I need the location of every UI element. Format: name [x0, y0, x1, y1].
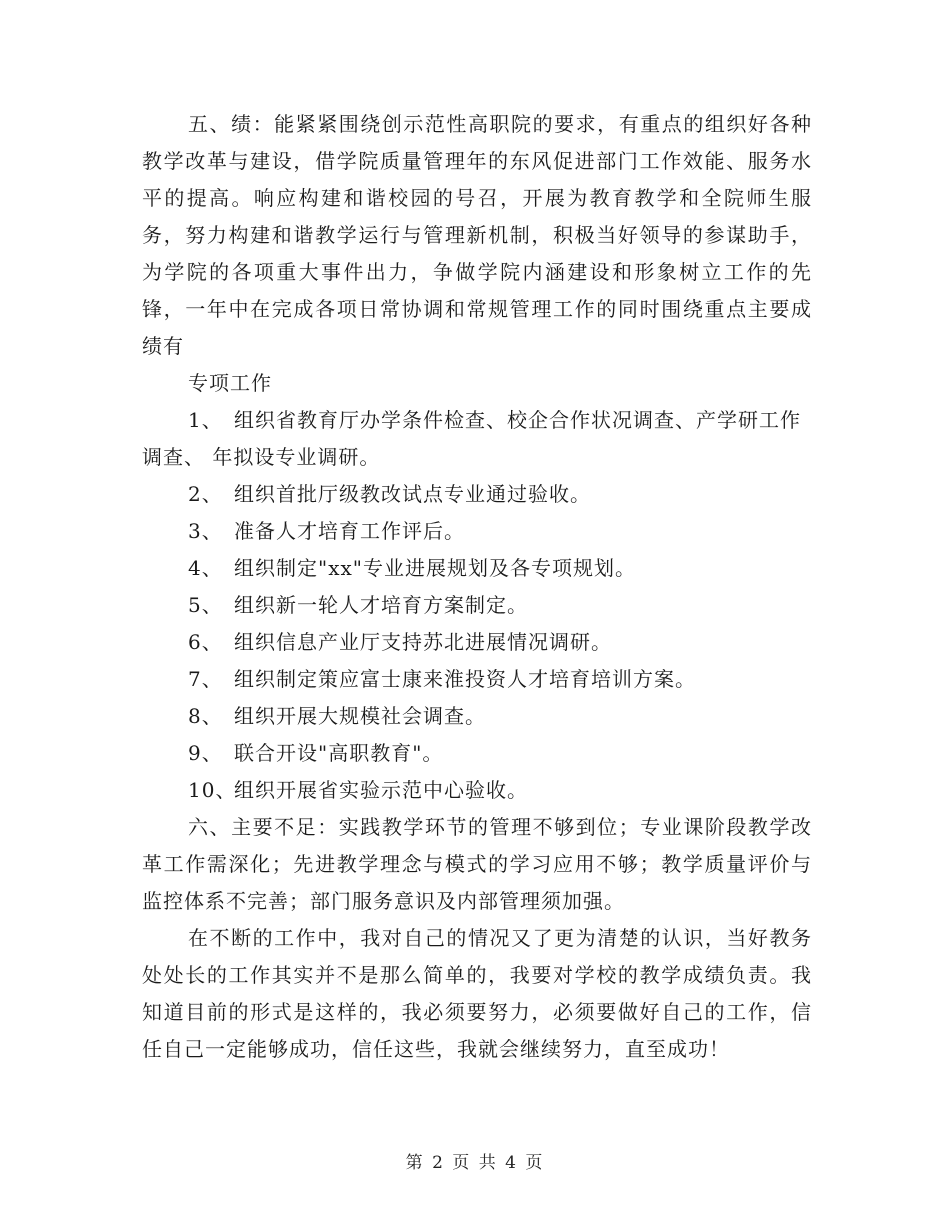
- list-item-number: 9、: [188, 741, 223, 765]
- list-item-text: 组织省教育厅办学条件检查、校企合作状况调查、产学研工作调查、 年拟设专业调研。: [142, 408, 801, 469]
- list-item-number: 6、: [188, 630, 223, 654]
- paragraph-conclusion: 在不断的工作中，我对自己的情况又了更为清楚的认识，当好教务处处长的工作其实并不是那么简单的，我要对学校的教学成绩负责。我知道目前的形式是这样的，我必须要努力，必须要做好自己的工作，信任自己一定能够成功，信任这些，我就会继续努力，直至成功！: [142, 926, 812, 1061]
- list-item: [142, 402, 812, 476]
- list-item: [142, 698, 812, 735]
- list-item: [142, 587, 812, 624]
- list-item-number: 4、: [188, 556, 223, 580]
- list-item: [142, 624, 812, 661]
- list-item-text: 组织新一轮人才培育方案制定。: [234, 593, 528, 617]
- list-item: [142, 476, 812, 513]
- list-item: [142, 735, 812, 772]
- list-item-number: 1、: [188, 408, 223, 432]
- list-item-text: 组织开展省实验示范中心验收。: [234, 778, 528, 802]
- list-item: [142, 513, 812, 550]
- list-item-text: 组织制定策应富士康来淮投资人才培育培训方案。: [234, 667, 696, 691]
- list-item-number: 7、: [188, 667, 223, 691]
- list-item-text: 准备人才培育工作评后。: [234, 519, 465, 543]
- list-item-text: 组织开展大规模社会调查。: [234, 704, 486, 728]
- paragraph-achievements: 五、绩：能紧紧围绕创示范性高职院的要求，有重点的组织好各种教学改革与建设，借学院质量管理年的东风促进部门工作效能、服务水平的提高。响应构建和谐校园的号召，开展为教育教学和全院师生服务，努力构建和谐教学运行与管理新机制，积极当好领导的参谋助手，为学院的各项重大事件出力，争做学院内涵建设和形象树立工作的先锋，一年中在完成各项日常协调和常规管理工作的同时围绕重点主要成绩有: [142, 112, 812, 358]
- list-item-number: 10、: [188, 778, 237, 802]
- list-item-text: 组织首批厅级教改试点专业通过验收。: [234, 482, 591, 506]
- list-item-number: 5、: [188, 593, 223, 617]
- list-item: [142, 661, 812, 698]
- list-item-text: 组织信息产业厅支持苏北进展情况调研。: [234, 630, 612, 654]
- page-number-footer: 第 2 页 共 4 页: [405, 1153, 545, 1173]
- list-item-text: 联合开设"高职教育"。: [234, 741, 444, 765]
- paragraph-shortcomings: 六、主要不足：实践教学环节的管理不够到位；专业课阶段教学改革工作需深化；先进教学理念与模式的学习应用不够；教学质量评价与监控体系不完善；部门服务意识及内部管理须加强。: [142, 815, 812, 913]
- list-item: [142, 772, 812, 809]
- list-item-number: 3、: [188, 519, 223, 543]
- list-item-text: 组织制定"xx"专业进展规划及各专项规划。: [234, 556, 636, 580]
- list-item-number: 8、: [188, 704, 223, 728]
- section-heading-special-work: 专项工作: [188, 371, 272, 395]
- list-item: [142, 550, 812, 587]
- list-item-number: 2、: [188, 482, 223, 506]
- document-body: [142, 106, 812, 1068]
